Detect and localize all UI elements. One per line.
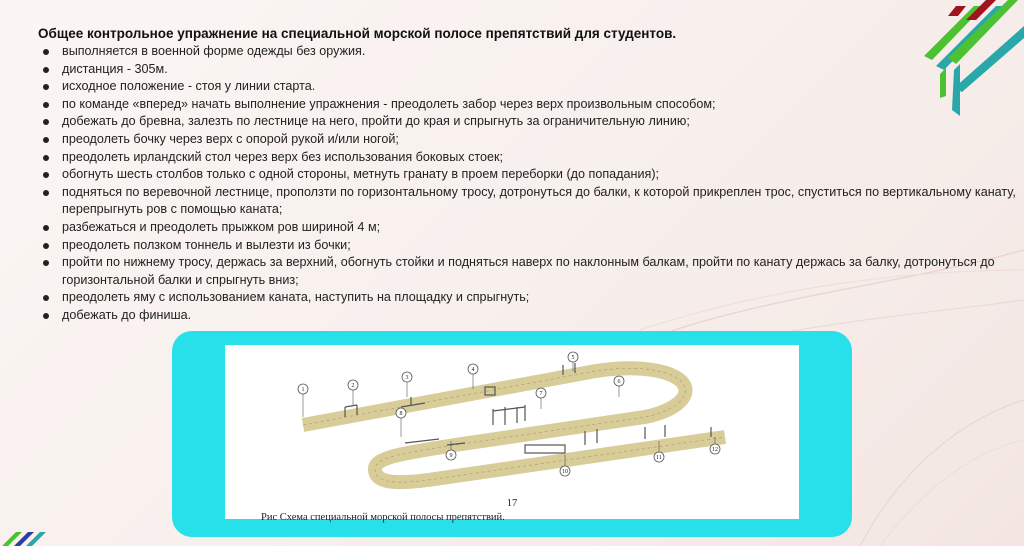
svg-text:11: 11 [656, 455, 662, 461]
svg-text:8: 8 [399, 411, 403, 417]
marker-7 [536, 388, 546, 409]
figure-caption: Рис Схема специальной морской полосы препятствий. [261, 512, 505, 523]
list-item: разбежаться и преодолеть прыжком ров шириной 4 м; [38, 219, 1024, 237]
marker-8 [396, 408, 406, 437]
corner-logo-icon [0, 524, 60, 546]
svg-text:2: 2 [351, 383, 355, 389]
list-item: пройти по нижнему тросу, держась за верхний, обогнуть стойки и подняться наверх по наклонным балкам, пройти по канату держась за балку, дотронуться до горизонтальной балки и спрыгнуть вниз; [38, 254, 1024, 289]
list-item: исходное положение - стоя у линии старта. [38, 78, 1024, 96]
obstacle-course-diagram [225, 345, 799, 495]
main-content [38, 26, 1024, 325]
svg-text:1: 1 [301, 387, 305, 393]
svg-text:7: 7 [539, 391, 543, 397]
list-item: преодолеть бочку через верх с опорой рукой и/или ногой; [38, 131, 1024, 149]
svg-text:3: 3 [405, 375, 409, 381]
figure-frame [172, 331, 852, 537]
list-item: преодолеть ирландский стол через верх без использования боковых стоек; [38, 149, 1024, 167]
list-item: добежать до бревна, залезть по лестнице на него, пройти до края и спрыгнуть за ограничительную линию; [38, 113, 1024, 131]
marker-1 [298, 384, 308, 417]
marker-2 [348, 380, 358, 405]
figure-panel [225, 345, 799, 523]
list-item: выполняется в военной форме одежды без оружия. [38, 43, 1024, 61]
list-item: преодолеть ползком тоннель и вылезти из бочки; [38, 237, 1024, 255]
svg-text:6: 6 [617, 379, 621, 385]
marker-6 [614, 376, 624, 397]
list-item: добежать до финиша. [38, 307, 1024, 325]
svg-text:5: 5 [571, 355, 575, 361]
list-item: обогнуть шесть столбов только с одной стороны, метнуть гранату в проем переборки (до попадания); [38, 166, 1024, 184]
page-title: Общее контрольное упражнение на специальной морской полосе препятствий для студентов. [38, 26, 677, 41]
requirements-list [38, 43, 1024, 325]
svg-text:4: 4 [471, 367, 475, 373]
svg-text:9: 9 [449, 453, 453, 459]
list-item: преодолеть яму с использованием каната, наступить на площадку и спрыгнуть; [38, 289, 1024, 307]
list-item: по команде «вперед» начать выполнение упражнения - преодолеть забор через верх произвольным способом; [38, 96, 1024, 114]
page-number: 17 [506, 498, 518, 509]
marker-4 [468, 364, 478, 389]
svg-text:12: 12 [712, 447, 718, 453]
list-item: подняться по веревочной лестнице, проползти по горизонтальному тросу, дотронуться до балки, к которой прикреплен трос, спуститься по вертикальному канату, перепрыгнуть ров с помощью каната; [38, 184, 1024, 219]
svg-text:10: 10 [562, 469, 568, 475]
list-item: дистанция - 305м. [38, 61, 1024, 79]
marker-3 [402, 372, 412, 397]
